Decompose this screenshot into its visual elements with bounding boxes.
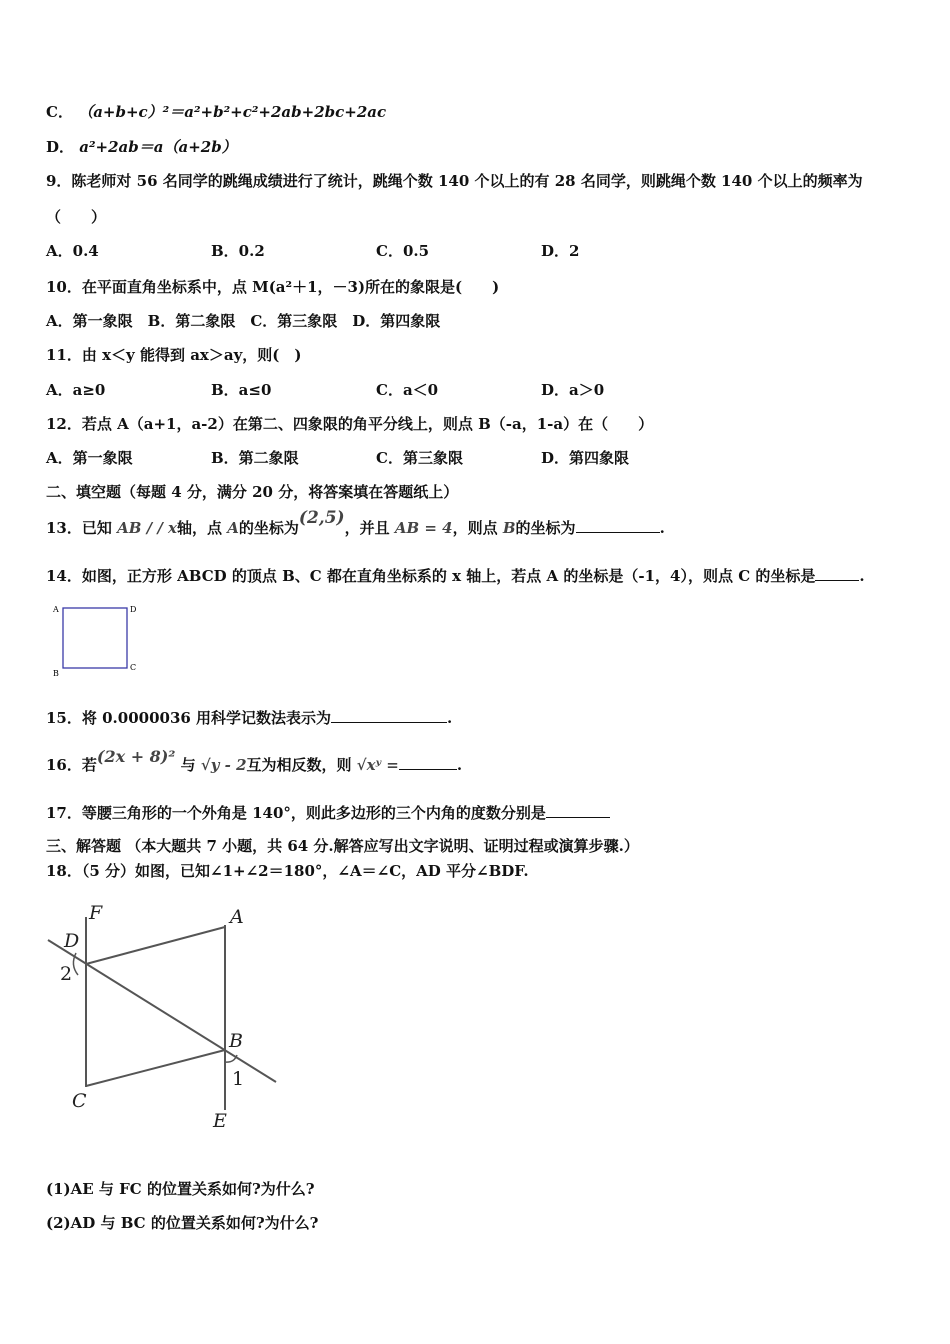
q16-answer-blank	[399, 755, 457, 770]
q11-options	[46, 380, 604, 400]
q11-option-c: C．a＜0	[376, 381, 439, 399]
option-expr: a²+2ab＝a（a+2b）	[79, 138, 237, 156]
q13-math-ab-length: AB = 4	[394, 519, 453, 537]
q9-stem: 9．陈老师对 56 名同学的跳绳成绩进行了统计，跳绳个数 140 个以上的有 28 名同学，则跳绳个数 140 个以上的频率为	[46, 172, 863, 190]
q16-text: 互为相反数，则	[246, 756, 352, 774]
q13-math-a: A	[227, 519, 239, 537]
q15-stem	[46, 708, 452, 728]
q13-text: 的坐标为	[238, 519, 299, 537]
q13-text: 13．已知	[46, 519, 112, 537]
q9-option-b: B．0.2	[211, 242, 265, 260]
line-db	[48, 940, 276, 1082]
q9-paren: （ ）	[46, 208, 107, 226]
q18-stem: 18．（5 分）如图，已知∠1+∠2＝180°，∠A＝∠C，AD 平分∠BDF.	[46, 862, 529, 880]
q14-stem	[46, 566, 865, 586]
q11-option-a: A．a≥0	[46, 381, 106, 399]
q9-option-d: D．2	[541, 242, 580, 260]
q12-option-c: C．第三象限	[376, 449, 463, 467]
q8-option-d	[46, 137, 237, 157]
label-1: 1	[232, 1068, 245, 1090]
label-a: A	[53, 605, 59, 614]
q18-sub2: (2)AD 与 BC 的位置关系如何?为什么?	[46, 1214, 319, 1232]
q14-square-figure	[48, 600, 148, 682]
label-f: F	[89, 902, 103, 924]
q13-text: .	[659, 519, 665, 537]
q15-text: 15．将 0.0000036 用科学记数法表示为	[46, 709, 332, 727]
q12-option-a: A．第一象限	[46, 449, 133, 467]
q16-text: 与	[180, 756, 196, 774]
q14-text: .	[859, 567, 865, 585]
q18-geometry-figure	[40, 895, 285, 1135]
section-3-heading: 三、解答题 （本大题共 7 小题，共 64 分.解答应写出文字说明、证明过程或演算步骤.）	[46, 837, 639, 855]
label-d: D	[130, 605, 137, 614]
q13-text: ，并且	[344, 519, 390, 537]
label-2: 2	[60, 963, 73, 985]
q17-text: 17．等腰三角形的一个外角是 140°，则此多边形的三个内角的度数分别是	[46, 804, 546, 822]
option-expr: （a+b+c）²＝a²+b²+c²+2ab+2bc+2ac	[78, 103, 387, 121]
q12-stem: 12．若点 A（a+1，a-2）在第二、四象限的角平分线上，则点 B（-a，1-a）在（ ）	[46, 415, 654, 433]
q9-option-c: C．0.5	[376, 242, 430, 260]
q16-math-sqrt: √y - 2	[200, 756, 247, 774]
line-cb	[86, 1050, 225, 1086]
q12-option-b: B．第二象限	[211, 449, 299, 467]
q16-text: .	[456, 756, 463, 774]
label-d: D	[64, 930, 80, 952]
q13-math-b: B	[502, 519, 516, 537]
q18-sub1: (1)AE 与 FC 的位置关系如何?为什么?	[46, 1180, 315, 1198]
section-2-heading: 二、填空题（每题 4 分，满分 20 分，将答案填在答题纸上）	[46, 483, 459, 501]
q16-math-result: √xʸ =	[356, 756, 399, 774]
q10-stem: 10．在平面直角坐标系中，点 M(a²＋1，－3)所在的象限是( )	[46, 278, 500, 296]
q15-answer-blank	[331, 708, 447, 723]
label-b: B	[229, 1030, 243, 1052]
label-a: A	[230, 906, 244, 928]
option-label: D．	[46, 138, 75, 156]
q14-answer-blank	[815, 566, 859, 581]
q9-options	[46, 241, 579, 261]
q16-math-square: (2x + 8)²	[96, 747, 176, 766]
line-da	[86, 927, 225, 964]
label-c: C	[130, 663, 137, 672]
label-e: E	[213, 1110, 227, 1132]
option-label: C．	[46, 103, 73, 121]
q15-text: .	[447, 709, 453, 727]
q8-option-c	[46, 102, 386, 122]
q13-stem	[46, 508, 665, 538]
square-abcd	[63, 608, 127, 668]
q17-answer-blank	[546, 803, 610, 818]
q13-text: 轴，点	[177, 519, 223, 537]
q16-text: 16．若	[46, 756, 97, 774]
q11-option-b: B．a≤0	[211, 381, 272, 399]
q13-math-ab-parallel: AB / / x	[117, 519, 177, 537]
q10-options: A．第一象限 B．第二象限 C．第三象限 D．第四象限	[46, 312, 441, 330]
q9-option-a: A．0.4	[46, 242, 99, 260]
q12-option-d: D．第四象限	[541, 449, 630, 467]
q13-answer-blank	[576, 518, 660, 533]
q11-option-d: D．a＞0	[541, 381, 605, 399]
q14-text: 14．如图，正方形 ABCD 的顶点 B、C 都在直角坐标系的 x 轴上，若点 A 的坐标是（-1，4），则点 C 的坐标是	[46, 567, 816, 585]
q12-options	[46, 448, 629, 468]
q13-math-coord: (2,5)	[298, 508, 345, 528]
q11-stem: 11．由 x＜y 能得到 ax＞ay，则( )	[46, 346, 302, 364]
q17-stem	[46, 803, 610, 823]
q13-text: ，则点	[452, 519, 498, 537]
q13-text: 的坐标为	[515, 519, 576, 537]
label-b: B	[53, 669, 59, 678]
q16-stem	[46, 747, 463, 775]
label-c: C	[72, 1090, 87, 1112]
